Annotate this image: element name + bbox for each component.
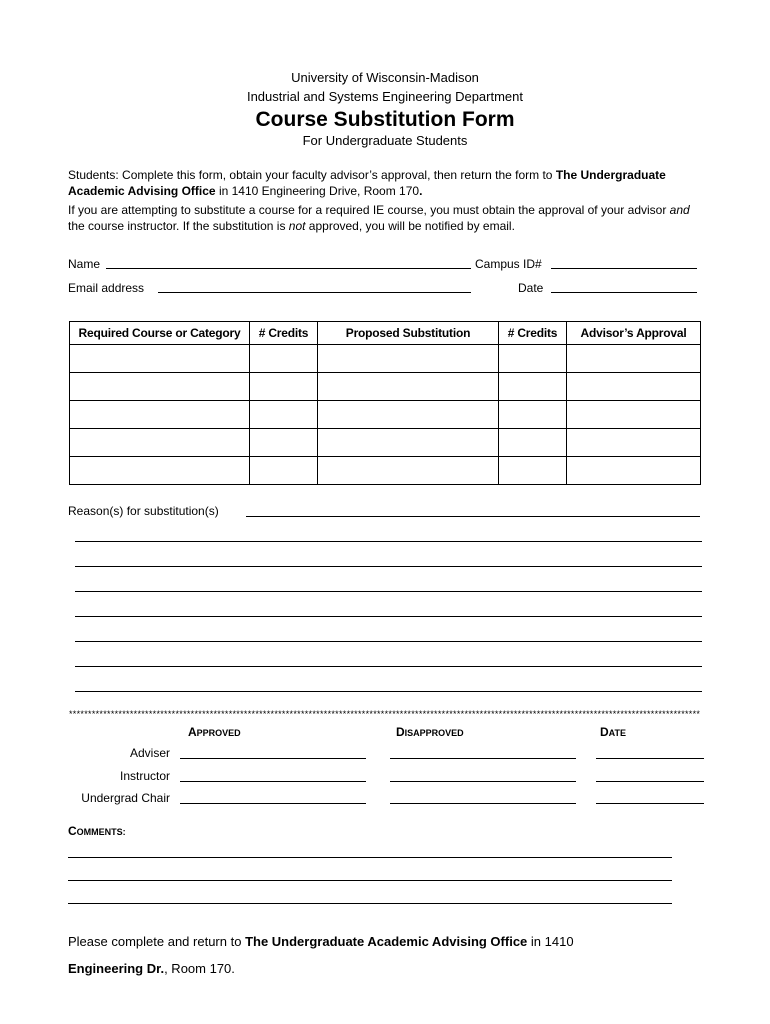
approved-initial: A	[188, 725, 197, 739]
form-subtitle: For Undergraduate Students	[302, 133, 468, 148]
table-cell[interactable]	[318, 429, 499, 457]
footer-address: , Room 170.	[164, 961, 235, 976]
date-initial: D	[600, 725, 609, 739]
footer-address-bold: Engineering Dr.	[68, 961, 165, 976]
approved-rest: PPROVED	[196, 728, 241, 738]
reason-line[interactable]	[75, 566, 702, 567]
adviser-label: Adviser	[129, 746, 170, 760]
table-cell[interactable]	[499, 457, 567, 485]
table-cell[interactable]	[567, 429, 701, 457]
footer-office-name: The Undergraduate Academic Advising Office	[245, 934, 528, 949]
instructions-text: Students: Complete this form, obtain your faculty advisor’s approval, then return the form to	[68, 168, 556, 182]
campus-id-label: Campus ID#	[475, 257, 542, 271]
period: .	[419, 184, 423, 198]
reason-line[interactable]	[246, 516, 700, 517]
adviser-approved-line[interactable]	[180, 758, 366, 759]
department-name: Industrial and Systems Engineering Department	[246, 89, 524, 104]
table-row	[70, 429, 701, 457]
comments-line[interactable]	[68, 880, 672, 881]
table-cell[interactable]	[70, 457, 250, 485]
table-cell[interactable]	[567, 401, 701, 429]
comments-initial: C	[68, 824, 77, 838]
reason-label: Reason(s) for substitution(s)	[68, 504, 219, 518]
date-label: Date	[518, 281, 544, 295]
office-address: in 1410 Engineering Drive, Room 170	[215, 184, 420, 198]
asterisk-separator: **********************************************************************************************************************************************************************	[69, 709, 700, 719]
date-rest: ATE	[608, 728, 627, 738]
table-cell[interactable]	[70, 373, 250, 401]
header-advisor-approval: Advisor’s Approval	[567, 322, 701, 345]
not-text: not	[288, 219, 306, 233]
instructions-text-3: the course instructor. If the substitution is	[68, 219, 289, 233]
comments-line[interactable]	[68, 903, 672, 904]
campus-id-field[interactable]	[551, 268, 697, 269]
table-cell[interactable]	[70, 429, 250, 457]
university-name: University of Wisconsin-Madison	[291, 70, 479, 85]
table-cell[interactable]	[499, 345, 567, 373]
header-credits: # Credits	[250, 322, 318, 345]
table-cell[interactable]	[250, 373, 318, 401]
header-proposed-substitution: Proposed Substitution	[318, 322, 499, 345]
table-row	[70, 345, 701, 373]
table-cell[interactable]	[250, 429, 318, 457]
comments-rest: OMMENTS:	[76, 827, 126, 837]
undergrad-chair-label: Undergrad Chair	[81, 791, 170, 805]
chair-disapproved-line[interactable]	[390, 803, 576, 804]
table-cell[interactable]	[567, 373, 701, 401]
table-cell[interactable]	[70, 345, 250, 373]
table-cell[interactable]	[499, 429, 567, 457]
instructor-disapproved-line[interactable]	[390, 781, 576, 782]
header-required-course: Required Course or Category	[70, 322, 250, 345]
table-cell[interactable]	[250, 345, 318, 373]
date-field[interactable]	[551, 292, 697, 293]
footer-line-2	[68, 961, 235, 977]
office-name-2: Academic Advising Office	[68, 184, 216, 198]
date-heading	[600, 725, 626, 739]
header-credits-2: # Credits	[499, 322, 567, 345]
table-cell[interactable]	[499, 401, 567, 429]
table-cell[interactable]	[250, 401, 318, 429]
instructions-paragraph-2	[68, 202, 728, 234]
table-row	[70, 457, 701, 485]
table-row	[70, 373, 701, 401]
footer-text-2: in 1410	[527, 934, 574, 949]
reason-line[interactable]	[75, 591, 702, 592]
name-label: Name	[68, 257, 101, 271]
table-header-row	[70, 322, 701, 345]
disapproved-rest: ISAPPROVED	[404, 728, 464, 738]
table-cell[interactable]	[499, 373, 567, 401]
reason-line[interactable]	[75, 641, 702, 642]
table-cell[interactable]	[250, 457, 318, 485]
disapproved-initial: D	[396, 725, 405, 739]
comments-line[interactable]	[68, 857, 672, 858]
instructions-paragraph-1	[68, 167, 718, 199]
reason-line[interactable]	[75, 616, 702, 617]
reason-line[interactable]	[75, 691, 702, 692]
table-row	[70, 401, 701, 429]
adviser-disapproved-line[interactable]	[390, 758, 576, 759]
and-text: and	[669, 203, 690, 217]
instructor-approved-line[interactable]	[180, 781, 366, 782]
disapproved-heading	[396, 725, 464, 739]
footer-line-1	[68, 934, 574, 950]
chair-date-line[interactable]	[596, 803, 704, 804]
instructions-text-2: If you are attempting to substitute a course for a required IE course, you must obtain the approval of your advisor	[68, 203, 670, 217]
chair-approved-line[interactable]	[180, 803, 366, 804]
name-field[interactable]	[106, 268, 471, 269]
table-cell[interactable]	[318, 457, 499, 485]
course-table	[69, 321, 701, 485]
email-label: Email address	[68, 281, 145, 295]
instructor-date-line[interactable]	[596, 781, 704, 782]
adviser-date-line[interactable]	[596, 758, 704, 759]
footer-text: Please complete and return to	[68, 934, 246, 949]
reason-line[interactable]	[75, 666, 702, 667]
table-cell[interactable]	[567, 345, 701, 373]
email-field[interactable]	[158, 292, 471, 293]
table-cell[interactable]	[70, 401, 250, 429]
table-cell[interactable]	[318, 373, 499, 401]
instructor-label: Instructor	[119, 769, 170, 783]
table-cell[interactable]	[567, 457, 701, 485]
instructions-text-4: approved, you will be notified by email.	[305, 219, 515, 233]
reason-line[interactable]	[75, 541, 702, 542]
approved-heading	[188, 725, 241, 739]
office-name: The Undergraduate	[555, 168, 666, 182]
comments-heading	[68, 824, 126, 838]
table-cell[interactable]	[318, 401, 499, 429]
form-title: Course Substitution Form	[255, 108, 515, 131]
table-cell[interactable]	[318, 345, 499, 373]
